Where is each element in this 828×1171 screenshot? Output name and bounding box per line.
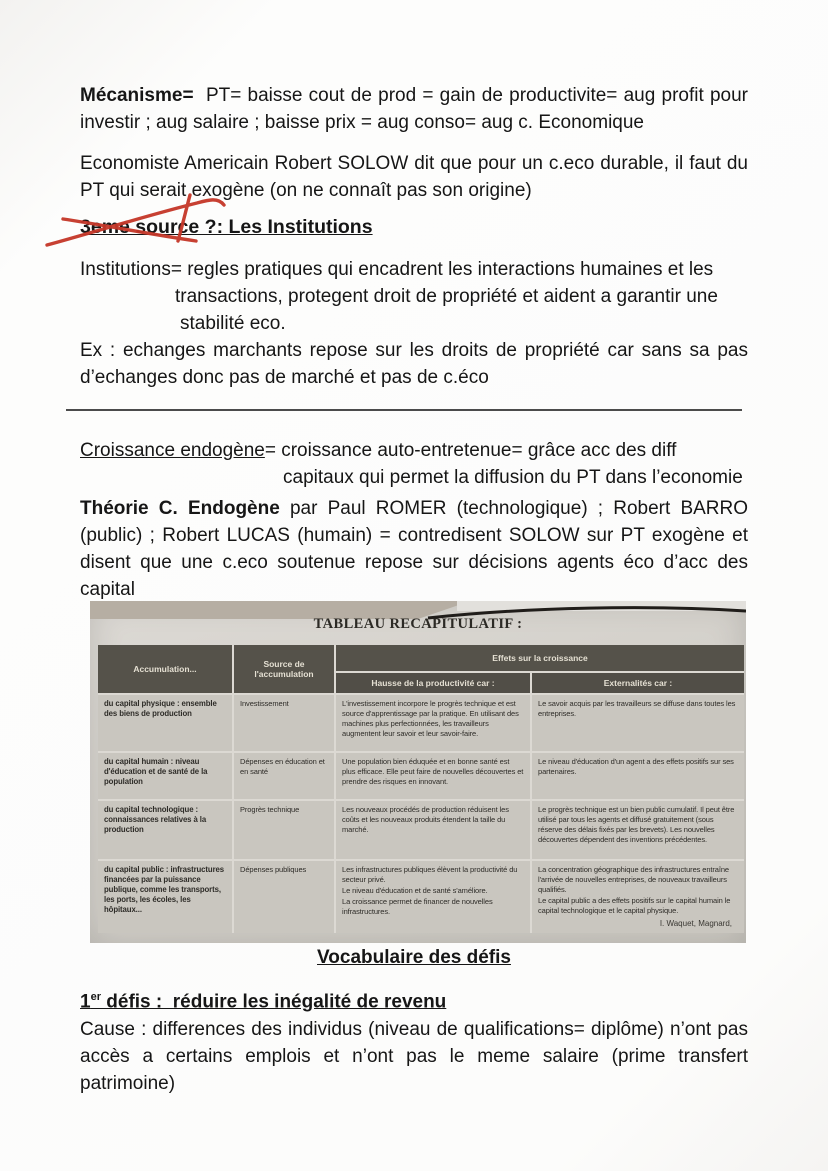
table-cell-row4-accumulation: du capital public : infrastructures financées par la puissance publique, comme les transports, les ports, les écoles, les hôpitaux...: [98, 861, 232, 933]
row4-externalites-line-2: Le capital public a des effets positifs sur le capital humain le capital technologique et le capital physique.: [538, 896, 731, 915]
croissance-line-2: capitaux qui permet la diffusion du PT dans l’economie: [283, 467, 743, 488]
table-cell-row3-externalites: Le progrès technique est un bien public cumulatif. Il peut être utilisé par tous les agents et diffusé gratuitement (sous réserve des délais fixés par les brevets). Les nouvelles découvertes dépendent des inventions précédentes.: [532, 801, 744, 859]
row4-productivite-line-1: Les infrastructures publiques élèvent la productivité du secteur privé.: [342, 865, 518, 884]
paragraph-economiste-solow: Economiste Americain Robert SOLOW dit que pour un c.eco durable, il faut du PT qui serait exogène (on ne connaît pas son origine): [80, 153, 748, 201]
heading-premier-defi: [80, 984, 748, 1015]
paragraph-theorie-endogene: [80, 495, 748, 603]
table-cell-row2-source: Dépenses en éducation et en santé: [234, 753, 334, 799]
paragraph-cause: Cause : differences des individus (niveau de qualifications= diplôme) n’ont pas accès a certains emplois et n’ont pas le meme salaire (prime transfert patrimoine): [80, 1019, 748, 1095]
horizontal-divider-line: [66, 409, 742, 411]
paragraph-croissance-endogene: [80, 437, 748, 491]
row4-externalites-line-1: La concentration géographique des infrastructures entraîne l'arrivée de nouvelles entreprises, de nouveaux travailleurs qualifiés.: [538, 865, 729, 894]
paragraph-mecanisme: [80, 82, 748, 136]
paragraph-institutions: [80, 256, 748, 337]
table-cell-row1-accumulation: du capital physique : ensemble des biens de production: [98, 695, 232, 751]
heading-vocabulaire-defis: Vocabulaire des défis: [317, 947, 511, 968]
row4-productivite-line-3: La croissance permet de financer de nouvelles infrastructures.: [342, 897, 493, 916]
defi-title-text: défis : réduire les inégalité de revenu: [101, 991, 447, 1013]
defi-number: 1: [80, 991, 91, 1013]
row4-productivite-line-2: Le niveau d'éducation et de santé s'améliore.: [342, 886, 488, 895]
table-header-effets: Effets sur la croissance: [336, 645, 744, 671]
institutions-line-2: transactions, protegent droit de propriété et aident a garantir une: [175, 286, 718, 307]
table-title: TABLEAU RECAPITULATIF :: [313, 616, 523, 632]
theorie-label: Théorie C. Endogène: [80, 498, 280, 519]
table-cell-row1-productivite: L'investissement incorpore le progrès technique et est source d'apprentissage par la pratique. En utilisant des machines plus perfectionnées, les travailleurs augmentent leur savoir et leur savoir-faire.: [336, 695, 530, 751]
heading-3eme-source-wrap: [80, 214, 748, 241]
mecanisme-text: PT= baisse cout de prod = gain de productivite= aug profit pour investir ; aug salaire ; baisse prix = aug conso= aug c. Economique: [80, 85, 748, 133]
defi-ordinal-suffix: er: [90, 991, 101, 1003]
theorie-text: par Paul ROMER (technologique) ; Robert BARRO (public) ; Robert LUCAS (humain) = contredisent SOLOW sur PT exogène et disent que une c.eco soutenue repose sur décisions agents éco d’acc des capital: [80, 498, 749, 600]
institutions-line-1: Institutions= regles pratiques qui encadrent les interactions humaines et les: [80, 259, 714, 280]
croissance-line1-rest: = croissance auto-entretenue= grâce acc des diff: [264, 440, 677, 461]
table-cell-row3-accumulation: du capital technologique : connaissances relatives à la production: [98, 801, 232, 859]
table-source-credit: I. Waquet, Magnard,: [659, 919, 732, 928]
table-cell-row4-source: Dépenses publiques: [234, 861, 334, 933]
paragraph-exemple: Ex : echanges marchants repose sur les droits de propriété car sans sa pas d’echanges donc pas de marché et pas de c.éco: [80, 340, 748, 388]
table-header-accumulation: Accumulation...: [98, 645, 232, 693]
table-header-source: Source de l'accumulation: [234, 645, 334, 693]
croissance-term: Croissance endogène: [80, 440, 265, 461]
table-cell-row2-accumulation: du capital humain : niveau d'éducation et de santé de la population: [98, 753, 232, 799]
table-cell-row2-productivite: Une population bien éduquée et en bonne santé est plus efficace. Elle peut faire de nouvelles découvertes et prendre des risques en innovant.: [336, 753, 530, 799]
recap-table: [98, 645, 744, 933]
table-cell-row3-productivite: Les nouveaux procédés de production réduisent les coûts et les nouveaux produits étendent la taille du marché.: [336, 801, 530, 859]
mecanisme-label: Mécanisme=: [80, 85, 194, 106]
table-cell-row3-source: Progrès technique: [234, 801, 334, 859]
textbook-table-photo: [90, 601, 746, 943]
table-subheader-productivite: Hausse de la productivité car :: [336, 673, 530, 693]
heading-3eme-source: [80, 214, 373, 241]
table-cell-row2-externalites: Le niveau d'éducation d'un agent a des effets positifs sur ses partenaires.: [532, 753, 744, 799]
table-cell-row1-externalites: Le savoir acquis par les travailleurs se diffuse dans toutes les entreprises.: [532, 695, 744, 751]
table-subheader-externalites: Externalités car :: [532, 673, 744, 693]
heading-3eme-source-text: 3eme source ?: Les Institutions: [80, 216, 373, 238]
table-cell-row4-productivite: [336, 861, 530, 933]
institutions-line-3: stabilité eco.: [180, 313, 286, 334]
table-cell-row1-source: Investissement: [234, 695, 334, 751]
